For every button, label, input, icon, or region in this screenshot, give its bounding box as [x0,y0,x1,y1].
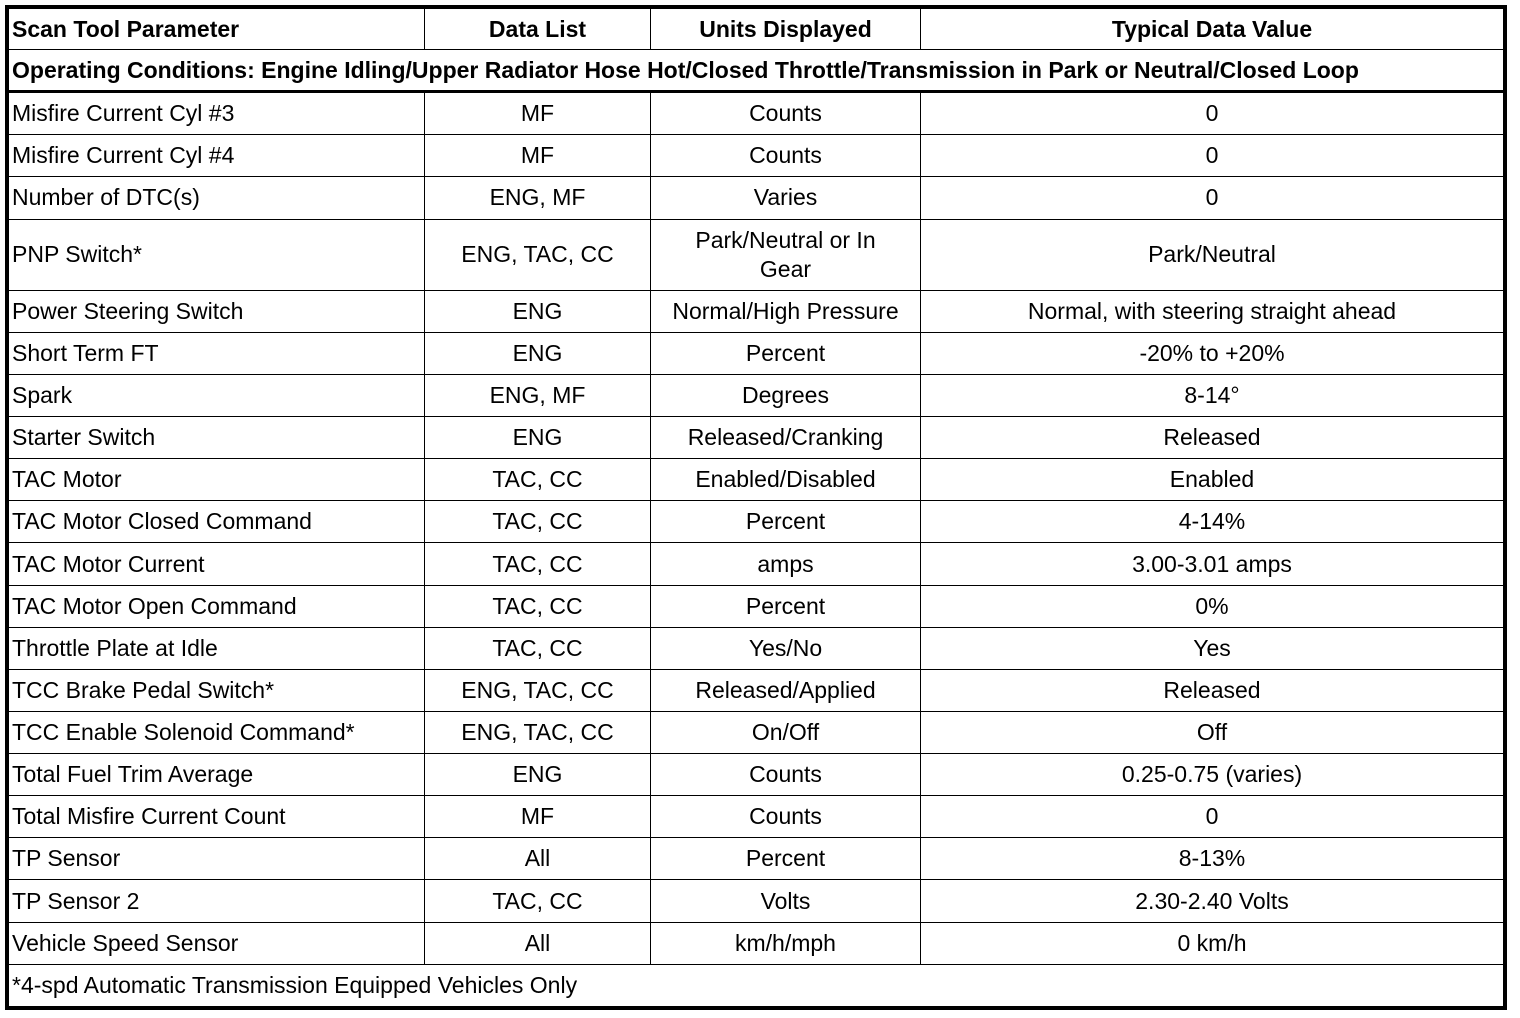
cell-units: Percent [651,838,921,880]
cell-value: 8-13% [921,838,1504,880]
cell-units: Varies [651,177,921,219]
cell-param: TP Sensor 2 [9,880,425,922]
table-row [9,219,1504,290]
cell-list: ENG [425,332,651,374]
footnote-row [9,964,1504,1006]
cell-list: ENG, TAC, CC [425,711,651,753]
cell-units: Released/Applied [651,669,921,711]
header-typical-data-value: Typical Data Value [921,9,1504,50]
cell-list: ENG [425,417,651,459]
cell-list: TAC, CC [425,501,651,543]
cell-param: Misfire Current Cyl #4 [9,135,425,177]
cell-list: TAC, CC [425,880,651,922]
cell-list: ENG [425,290,651,332]
cell-list: TAC, CC [425,543,651,585]
cell-value: 3.00-3.01 amps [921,543,1504,585]
cell-units: Yes/No [651,627,921,669]
table-row [9,669,1504,711]
cell-param: Vehicle Speed Sensor [9,922,425,964]
table-header-row [9,9,1504,50]
cell-list: MF [425,796,651,838]
table-row [9,459,1504,501]
cell-list: TAC, CC [425,627,651,669]
cell-value: 0.25-0.75 (varies) [921,754,1504,796]
cell-value: Released [921,417,1504,459]
cell-value: 0 [921,796,1504,838]
cell-value: 2.30-2.40 Volts [921,880,1504,922]
cell-list: MF [425,92,651,135]
cell-value: 0 [921,135,1504,177]
cell-param: TAC Motor [9,459,425,501]
cell-list: TAC, CC [425,585,651,627]
cell-units: Park/Neutral or In Gear [651,219,921,290]
cell-param: Spark [9,374,425,416]
cell-param: Total Misfire Current Count [9,796,425,838]
cell-list: ENG, TAC, CC [425,669,651,711]
header-data-list: Data List [425,9,651,50]
cell-list: All [425,922,651,964]
cell-value: 0 km/h [921,922,1504,964]
cell-list: ENG, MF [425,177,651,219]
cell-param: TCC Enable Solenoid Command* [9,711,425,753]
table-row [9,627,1504,669]
cell-value: 8-14° [921,374,1504,416]
table-row [9,332,1504,374]
table-row [9,880,1504,922]
cell-list: MF [425,135,651,177]
cell-param: Starter Switch [9,417,425,459]
cell-list: All [425,838,651,880]
table-row [9,290,1504,332]
cell-list: ENG [425,754,651,796]
cell-units: Counts [651,92,921,135]
cell-units: Counts [651,754,921,796]
cell-units: Volts [651,880,921,922]
cell-units: km/h/mph [651,922,921,964]
cell-list: TAC, CC [425,459,651,501]
table-row [9,585,1504,627]
cell-param: Power Steering Switch [9,290,425,332]
cell-units: On/Off [651,711,921,753]
cell-value: Yes [921,627,1504,669]
table-row [9,177,1504,219]
table-row [9,711,1504,753]
cell-param: TAC Motor Closed Command [9,501,425,543]
cell-param: TAC Motor Current [9,543,425,585]
cell-param: Misfire Current Cyl #3 [9,92,425,135]
table-row [9,543,1504,585]
cell-param: Throttle Plate at Idle [9,627,425,669]
cell-units: Percent [651,585,921,627]
cell-units: Counts [651,796,921,838]
cell-list: ENG, MF [425,374,651,416]
table-row [9,796,1504,838]
cell-units: Percent [651,501,921,543]
cell-value: 0% [921,585,1504,627]
cell-value: 0 [921,92,1504,135]
operating-conditions-row [9,50,1504,92]
scan-tool-data-table-frame [5,5,1507,1010]
cell-units: Counts [651,135,921,177]
table-row [9,922,1504,964]
cell-value: -20% to +20% [921,332,1504,374]
cell-value: Released [921,669,1504,711]
header-units-displayed: Units Displayed [651,9,921,50]
operating-conditions-text: Operating Conditions: Engine Idling/Upper Radiator Hose Hot/Closed Throttle/Transmission in Park or Neutral/Closed Loop [9,50,1504,92]
cell-units: amps [651,543,921,585]
cell-value: 4-14% [921,501,1504,543]
cell-value: Normal, with steering straight ahead [921,290,1504,332]
cell-value: Off [921,711,1504,753]
table-row [9,92,1504,135]
cell-param: TCC Brake Pedal Switch* [9,669,425,711]
scan-tool-data-table [8,8,1504,1007]
cell-units: Normal/High Pressure [651,290,921,332]
cell-units: Degrees [651,374,921,416]
cell-param: TAC Motor Open Command [9,585,425,627]
table-row [9,135,1504,177]
cell-units: Percent [651,332,921,374]
table-row [9,501,1504,543]
table-row [9,838,1504,880]
footnote-text: *4-spd Automatic Transmission Equipped Vehicles Only [9,964,1504,1006]
cell-units: Enabled/Disabled [651,459,921,501]
cell-value: Enabled [921,459,1504,501]
table-row [9,417,1504,459]
cell-value: 0 [921,177,1504,219]
cell-param: Number of DTC(s) [9,177,425,219]
header-scan-tool-parameter: Scan Tool Parameter [9,9,425,50]
cell-list: ENG, TAC, CC [425,219,651,290]
cell-param: PNP Switch* [9,219,425,290]
table-row [9,754,1504,796]
cell-units: Released/Cranking [651,417,921,459]
cell-param: Short Term FT [9,332,425,374]
table-row [9,374,1504,416]
cell-param: Total Fuel Trim Average [9,754,425,796]
cell-value: Park/Neutral [921,219,1504,290]
cell-param: TP Sensor [9,838,425,880]
